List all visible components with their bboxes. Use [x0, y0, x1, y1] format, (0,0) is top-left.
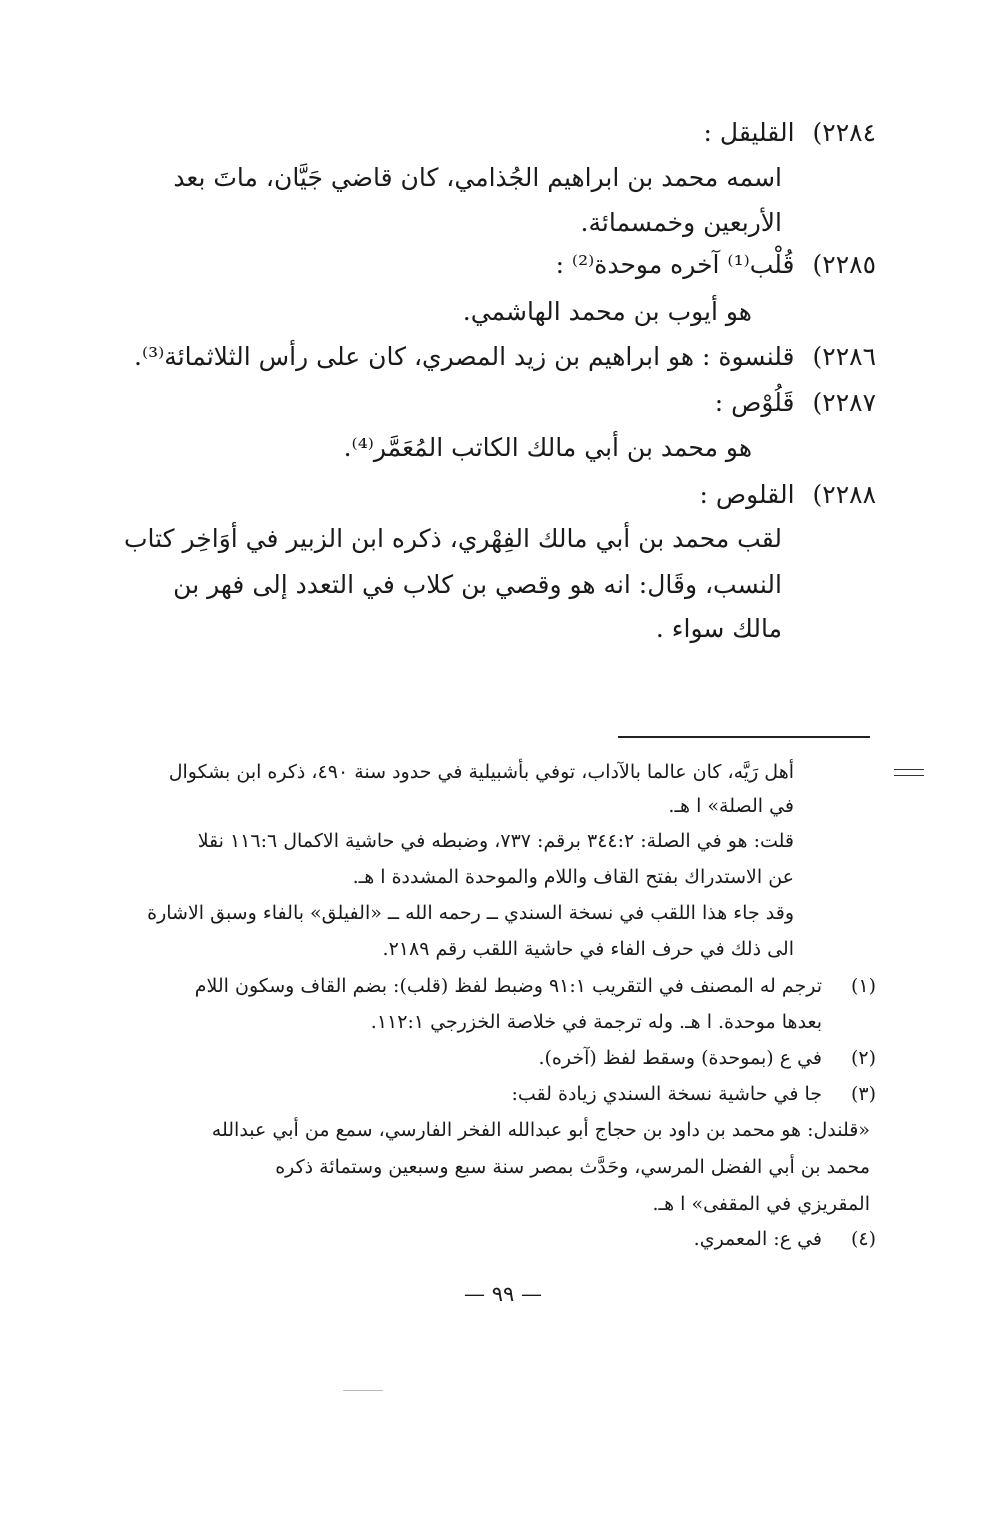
footnote-text: في ع: المعمري. — [693, 1228, 822, 1250]
footnote-text: جا في حاشية نسخة السندي زيادة لقب: — [511, 1083, 822, 1105]
footnote-line: أهل رَيَّه، كان عالما بالآداب، توفي بأشبيلية في حدود سنة ٤٩٠، ذكره ابن بشكوال — [168, 761, 794, 783]
footnote-text: ترجم له المصنف في التقريب ٩١:١ وضبط لفظ (قلب): بضم القاف وسكون اللام — [194, 975, 822, 997]
entry-2287-text-1: هو محمد بن أبي مالك الكاتب المُعَمَّر⁽⁴⁾. — [343, 433, 752, 462]
footnote-line: في الصلة» ا هـ. — [668, 795, 794, 817]
entry-2287-heading — [156, 383, 876, 423]
entry-2288-text-3: مالك سواء . — [655, 614, 782, 643]
entry-title: قَلُوْص : — [714, 388, 795, 417]
entry-number: ٢٢٨٥) — [812, 250, 876, 279]
entry-2284-text-2: الأربعين وخمسمائة. — [580, 208, 782, 237]
footnote-number: (٣) — [850, 1083, 876, 1105]
entry-title: القليقل : — [703, 118, 795, 147]
entry-2288-text-2: النسب، وقَال: انه هو وقصي بن كلاب في التعدد إلى فهر بن — [173, 570, 782, 599]
page-number: — ٩٩ — — [464, 1282, 542, 1306]
entry-2284-text-1: اسمه محمد بن ابراهيم الجُذامي، كان قاضي جَيَّان، ماتَ بعد — [173, 163, 782, 192]
entry-number: ٢٢٨٨) — [812, 480, 876, 509]
scan-speck — [343, 1390, 383, 1391]
continuation-mark — [894, 769, 924, 776]
footnote-line: الى ذلك في حرف الفاء في حاشية اللقب رقم ٢١٨٩. — [382, 938, 794, 960]
footnote-text: في ع (بموحدة) وسقط لفظ (آخره). — [538, 1047, 822, 1069]
entry-2284-heading — [156, 113, 876, 153]
footnote-number: (٤) — [850, 1228, 876, 1250]
footnote-line: عن الاستدراك بفتح القاف واللام والموحدة المشددة ا هـ. — [352, 866, 794, 888]
entry-2286-heading — [136, 337, 876, 377]
footnote-4 — [156, 1224, 876, 1254]
entry-title: قلنسوة : هو ابراهيم بن زيد المصري، كان على رأس الثلاثمائة⁽³⁾. — [134, 342, 795, 371]
footnote-line: وقد جاء هذا اللقب في نسخة السندي ــ رحمه الله ــ «الفيلق» بالفاء وسبق الاشارة — [147, 902, 794, 924]
entry-title: القلوص : — [699, 480, 795, 509]
footnote-line: بعدها موحدة. ا هـ. وله ترجمة في خلاصة الخزرجي ١١٢:١. — [370, 1011, 822, 1033]
footnote-line: «قلندل: هو محمد بن داود بن حجاج أبو عبدالله الفخر الفارسي، سمع من أبي عبدالله — [211, 1119, 870, 1141]
entry-2288-text-1: لقب محمد بن أبي مالك الفِهْري، ذكره ابن الزبير في أوَاخِر كتاب — [123, 524, 782, 553]
entry-2288-heading — [156, 475, 876, 515]
entry-number: ٢٢٨٤) — [812, 118, 876, 147]
footnote-line: محمد بن أبي الفضل المرسي، وحَدَّث بمصر سنة سبع وسبعين وستمائة ذكره — [275, 1156, 870, 1178]
entry-number: ٢٢٨٧) — [812, 388, 876, 417]
entry-2285-text-1: هو أيوب بن محمد الهاشمي. — [462, 297, 752, 326]
footnote-line: المقريزي في المقفى» ا هـ. — [652, 1193, 870, 1215]
footnote-separator — [618, 736, 870, 738]
entry-2285-heading — [156, 245, 876, 285]
footnote-line: قلت: هو في الصلة: ٣٤٤:٢ برقم: ٧٣٧، وضبطه في حاشية الاكمال ١١٦:٦ نقلا — [197, 830, 794, 852]
footnote-1 — [156, 971, 876, 1001]
footnote-number: (٢) — [850, 1047, 876, 1069]
entry-title: قُلْب⁽¹⁾ آخره موحدة⁽²⁾ : — [555, 250, 795, 279]
footnote-2 — [156, 1043, 876, 1073]
footnote-3 — [156, 1079, 876, 1109]
entry-number: ٢٢٨٦) — [812, 342, 876, 371]
footnote-number: (١) — [850, 975, 876, 997]
